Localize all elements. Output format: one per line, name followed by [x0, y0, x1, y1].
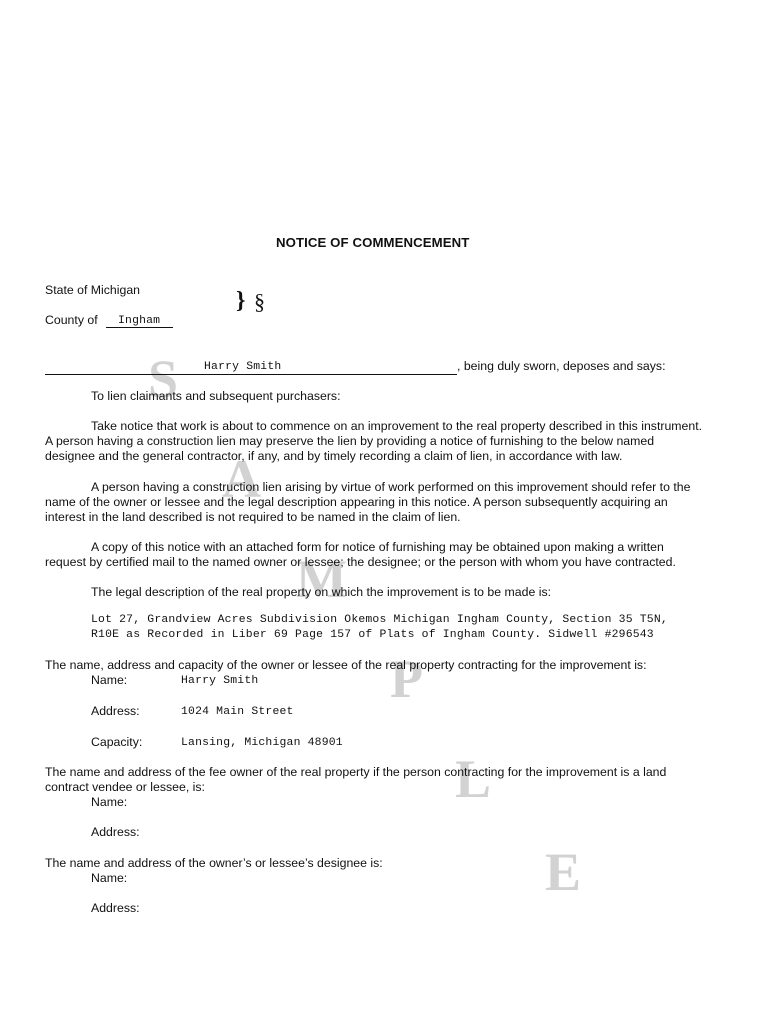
watermark-letter-m: M	[296, 549, 347, 609]
owner-name-label: Name:	[91, 673, 128, 687]
para2-line2: name of the owner or lessee and the legal description appearing in this notice. A person subsequently acquiring an	[45, 495, 668, 509]
legal-desc-line2: R10E as Recorded in Liber 69 Page 157 of Plats of Ingham County. Sidwell #296543	[91, 629, 654, 641]
watermark-letter-s: S	[148, 349, 179, 409]
owner-address-label: Address:	[91, 704, 140, 718]
legal-desc-line1: Lot 27, Grandview Acres Subdivision Okemos Michigan Ingham County, Section 35 T5N,	[91, 614, 668, 626]
affiant-suffix: , being duly sworn, deposes and says:	[457, 359, 666, 373]
watermark-letter-a: A	[222, 449, 261, 509]
county-field	[106, 311, 173, 328]
document-title: NOTICE OF COMMENCEMENT	[276, 235, 470, 250]
fee-owner-intro-line2: contract vendee or lessee, is:	[45, 780, 205, 794]
fee-owner-address-label: Address:	[91, 825, 140, 839]
fee-owner-intro-line1: The name and address of the fee owner of the real property if the person contracting for the improvement is a land	[45, 765, 667, 779]
state-label: State of Michigan	[45, 283, 141, 297]
para1-line1: Take notice that work is about to commence on an improvement to the real property described in this instrument.	[91, 419, 703, 433]
fee-owner-name-label: Name:	[91, 795, 128, 809]
watermark-letter-p: P	[390, 649, 423, 709]
county-value: Ingham	[118, 315, 161, 327]
section-symbol: §	[254, 289, 265, 314]
para1-line3: designee and the general contractor, if any, and by timely recording a claim of lien, in accordance with law.	[45, 449, 623, 463]
affiant-name: Harry Smith	[204, 361, 282, 373]
watermark-letter-e: E	[545, 842, 582, 902]
county-label: County of	[45, 313, 98, 327]
owner-address-value: 1024 Main Street	[181, 706, 294, 718]
para2-line1: A person having a construction lien arising by virtue of work performed on this improvement should refer to the	[91, 480, 691, 494]
owner-name-value: Harry Smith	[181, 675, 259, 687]
designee-address-label: Address:	[91, 901, 140, 915]
para3-line2: request by certified mail to the named owner or lessee; the designee; or the person with whom you have contracted.	[45, 555, 676, 569]
legal-desc-intro: The legal description of the real property on which the improvement is to be made is:	[91, 585, 552, 599]
watermark-letter-l: L	[455, 749, 492, 809]
salutation: To lien claimants and subsequent purchasers:	[91, 389, 341, 403]
affiant-field	[45, 358, 457, 375]
owner-capacity-value: Lansing, Michigan 48901	[181, 737, 343, 749]
para3-line1: A copy of this notice with an attached form for notice of furnishing may be obtained upon making a written	[91, 540, 664, 554]
para1-line2: A person having a construction lien may preserve the lien by providing a notice of furnishing to the below named	[45, 434, 655, 448]
owner-capacity-label: Capacity:	[91, 735, 143, 749]
para2-line3: interest in the land described is not required to be named in the claim of lien.	[45, 510, 461, 524]
designee-intro: The name and address of the owner’s or lessee’s designee is:	[45, 856, 383, 870]
owner-intro: The name, address and capacity of the owner or lessee of the real property contracting for the improvement is:	[45, 658, 647, 672]
venue-brace: }	[236, 288, 246, 314]
designee-name-label: Name:	[91, 871, 128, 885]
